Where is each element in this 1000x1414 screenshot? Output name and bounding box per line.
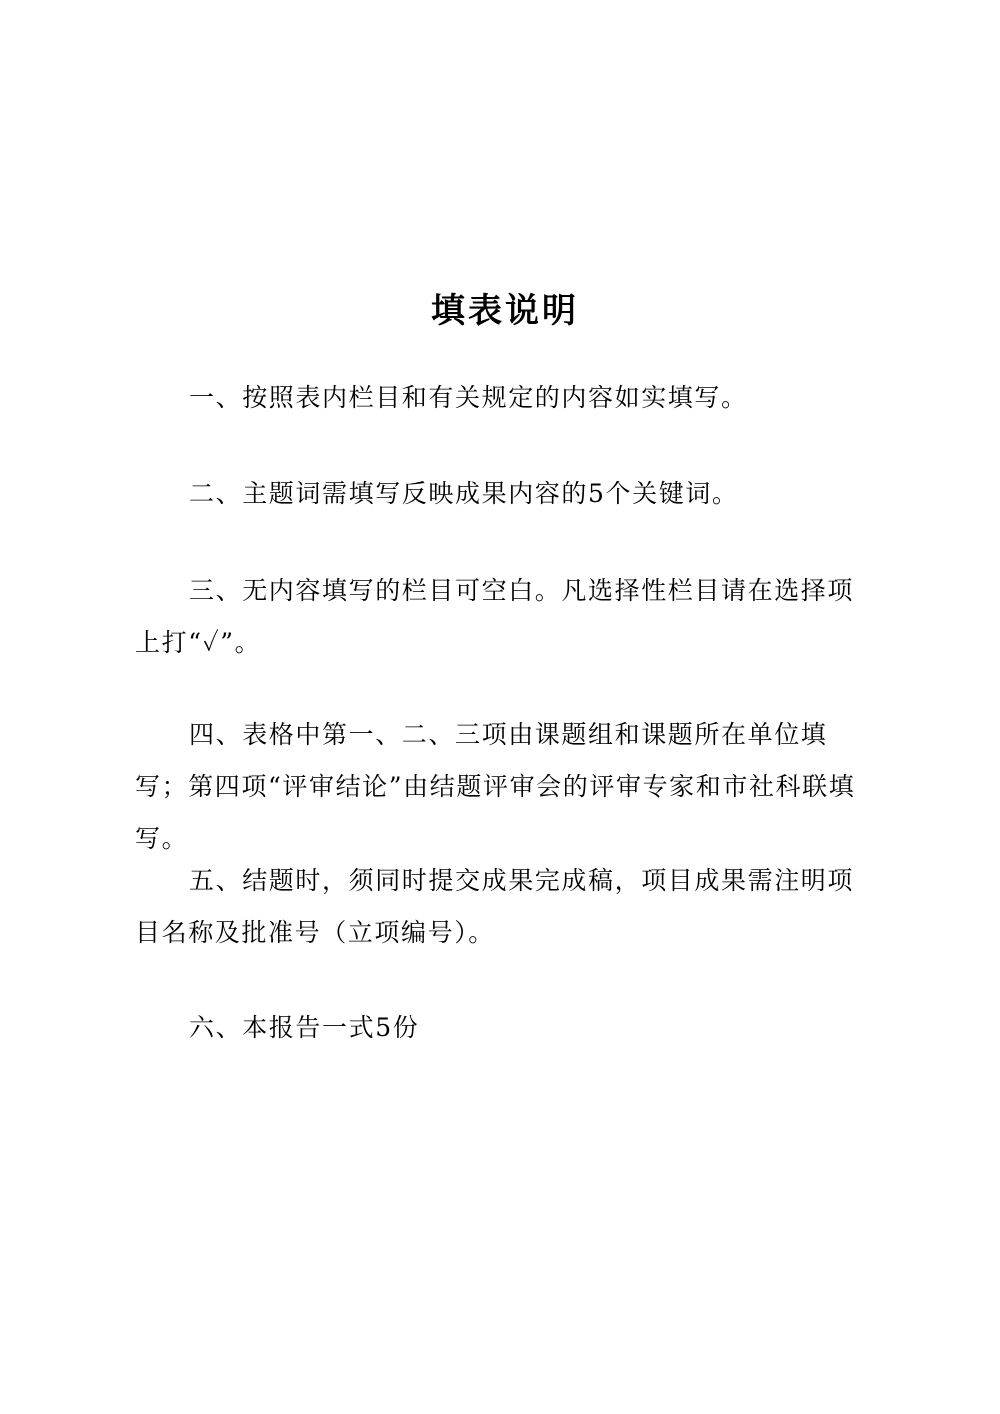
instruction-item-4: 四、表格中第一、二、三项由课题组和课题所在单位填写；第四项“评审结论”由结题评审会的评审专家和市社科联填写。 xyxy=(135,720,856,853)
instruction-item-2: 二、主题词需填写反映成果内容的5个关键词。 xyxy=(189,479,739,508)
instruction-item-1: 一、按照表内栏目和有关规定的内容如实填写。 xyxy=(189,383,748,412)
instruction-item-3: 三、无内容填写的栏目可空白。凡选择性栏目请在选择项上打“✓”。 xyxy=(135,576,855,657)
instruction-item-5: 五、结题时，须同时提交成果完成稿，项目成果需注明项目名称及批准号（立项编号）。 xyxy=(135,866,855,947)
page-title: 填表说明 xyxy=(431,291,579,331)
instruction-item-6: 六、本报告一式5份 xyxy=(189,1013,420,1042)
